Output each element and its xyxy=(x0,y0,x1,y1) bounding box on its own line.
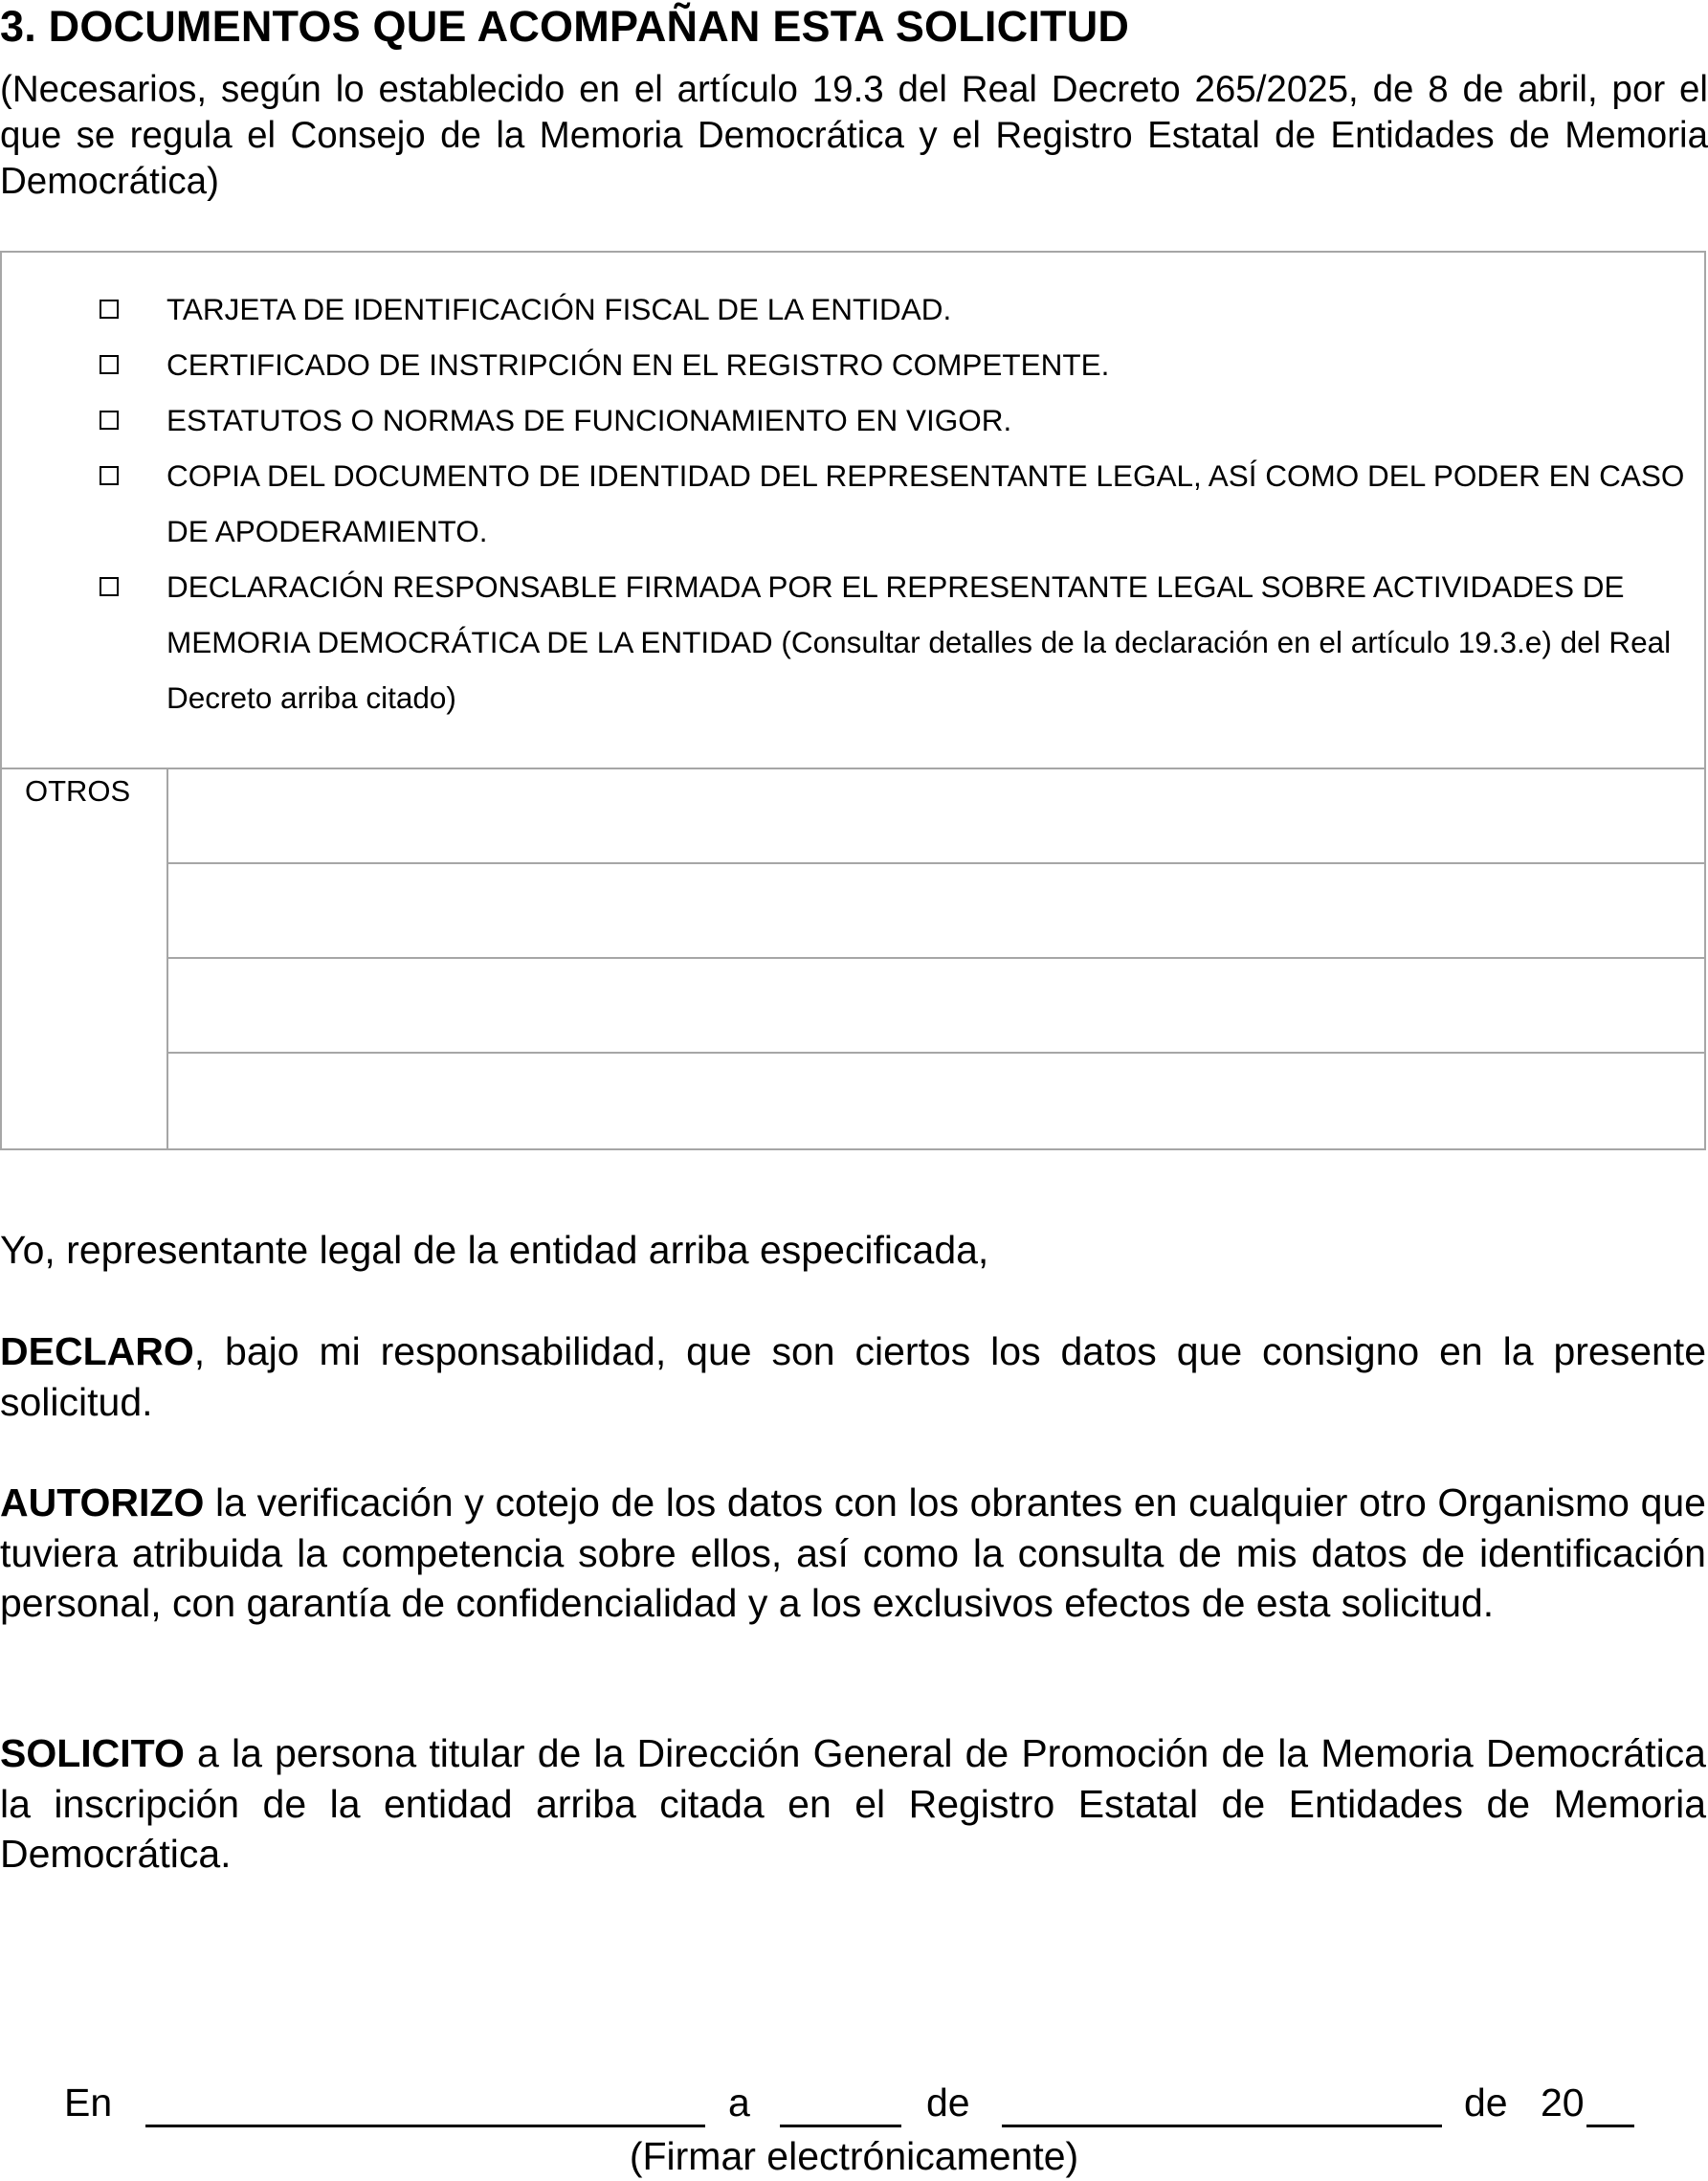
otros-label: OTROS xyxy=(25,774,131,808)
otros-input-row-2[interactable] xyxy=(168,864,1704,959)
declaro-paragraph xyxy=(0,1326,1706,1427)
signature-de-2: de xyxy=(1464,2081,1508,2125)
otros-input-row-4[interactable] xyxy=(168,1054,1704,1148)
document-label: ESTATUTOS O NORMAS DE FUNCIONAMIENTO EN VIGOR. xyxy=(166,403,1012,437)
signature-a: a xyxy=(728,2081,750,2125)
solicito-keyword: SOLICITO xyxy=(0,1731,185,1775)
checkbox-copia-documento-identidad[interactable] xyxy=(100,466,119,485)
documents-checklist xyxy=(2,253,1704,769)
section-title: 3. DOCUMENTOS QUE ACOMPAÑAN ESTA SOLICITUD xyxy=(0,2,1130,51)
declaro-keyword: DECLARO xyxy=(0,1329,194,1373)
document-label: DECLARACIÓN RESPONSABLE FIRMADA POR EL REPRESENTANTE LEGAL SOBRE ACTIVIDADES DE MEMORIA DEMOCRÁTICA DE LA ENTIDAD (Consultar detalles de la declaración en el artículo 19.3.e) del Real Decreto arriba citado) xyxy=(166,569,1672,715)
signature-en: En xyxy=(64,2081,113,2125)
autorizo-keyword: AUTORIZO xyxy=(0,1480,205,1524)
declaration-intro: Yo, representante legal de la entidad arriba especificada, xyxy=(0,1228,989,1272)
otros-input-row-3[interactable] xyxy=(168,959,1704,1054)
day-blank[interactable] xyxy=(780,2125,901,2127)
document-label: CERTIFICADO DE INSTRIPCIÓN EN EL REGISTRO COMPETENTE. xyxy=(166,347,1110,382)
checkbox-tarjeta-fiscal[interactable] xyxy=(100,300,119,319)
signature-note: (Firmar electrónicamente) xyxy=(629,2134,1079,2178)
signature-year-prefix: 20 xyxy=(1541,2081,1585,2125)
year-blank[interactable] xyxy=(1586,2125,1634,2127)
autorizo-paragraph xyxy=(0,1478,1706,1629)
place-blank[interactable] xyxy=(145,2125,705,2127)
section-subtitle: (Necesarios, según lo establecido en el artículo 19.3 del Real Decreto 265/2025, de 8 de abril, por el que se regula el Consejo de la Memoria Democrática y el Registro Estatal de Entidades de Memoria Democrática) xyxy=(0,69,1708,202)
document-label: COPIA DEL DOCUMENTO DE IDENTIDAD DEL REPRESENTANTE LEGAL, ASÍ COMO DEL PODER EN CASO DE APODERAMIENTO. xyxy=(166,458,1685,548)
checkbox-declaracion-responsable[interactable] xyxy=(100,577,119,596)
month-blank[interactable] xyxy=(1002,2125,1442,2127)
signature-place-date-line xyxy=(0,2081,1708,2134)
solicito-text: a la persona titular de la Dirección General de Promoción de la Memoria Democrática la inscripción de la entidad arriba citada en el Registro Estatal de Entidades de Memoria Democrática. xyxy=(0,1731,1706,1876)
documents-box xyxy=(0,251,1706,1150)
signature-de-1: de xyxy=(926,2081,970,2125)
autorizo-text: la verificación y cotejo de los datos con los obrantes en cualquier otro Organismo que tuviera atribuida la competencia sobre ellos, así como la consulta de mis datos de identificación personal, con garantía de confidencialidad y a los exclusivos efectos de esta solicitud. xyxy=(0,1480,1706,1625)
checkbox-certificado-inscripcion[interactable] xyxy=(100,355,119,374)
otros-input-row-1[interactable] xyxy=(168,769,1704,864)
solicito-paragraph xyxy=(0,1728,1706,1880)
document-label: TARJETA DE IDENTIFICACIÓN FISCAL DE LA ENTIDAD. xyxy=(166,292,952,326)
checkbox-estatutos[interactable] xyxy=(100,411,119,430)
declaro-text: , bajo mi responsabilidad, que son ciertos los datos que consigno en la presente solicitud. xyxy=(0,1329,1706,1424)
